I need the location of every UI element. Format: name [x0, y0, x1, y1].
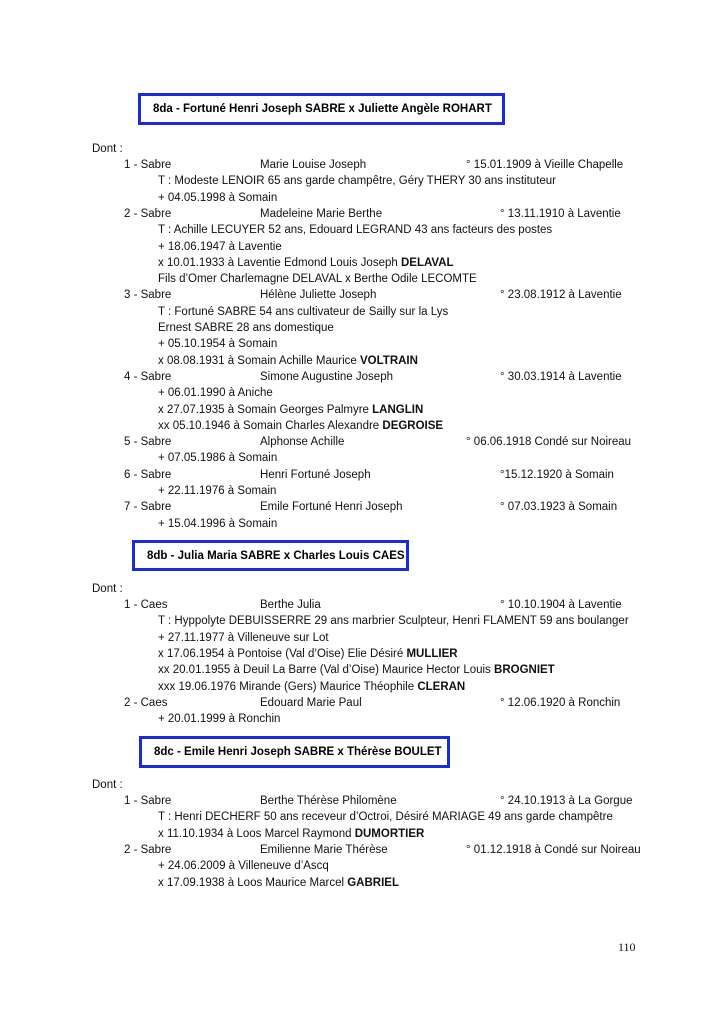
detail-text: + 22.11.1976 à Somain [158, 485, 277, 497]
child-first-names: Hélène Juliette Joseph [260, 289, 377, 302]
section-heading-box [132, 540, 409, 571]
detail-text: + 27.11.1977 à Villeneuve sur Lot [158, 631, 329, 644]
detail-line [158, 614, 629, 629]
child-number: 1 - Sabre [124, 795, 172, 807]
detail-text: x 08.08.1931 à Somain Achille Maurice [158, 354, 361, 367]
child-number: 1 - Sabre [124, 159, 172, 171]
spouse-surname: MULLIER [406, 647, 458, 660]
detail-line [158, 663, 555, 678]
child-first-names: Henri Fortuné Joseph [260, 468, 371, 481]
child-birth: ° 24.10.1913 à La Gorgue [500, 795, 633, 807]
child-birth: ° 07.03.1923 à Somain [500, 501, 618, 514]
detail-line [158, 403, 423, 418]
child-birth: ° 15.01.1909 à Vieille Chapelle [466, 159, 624, 171]
detail-text: + 20.01.1999 à Ronchin [158, 713, 281, 726]
dont-label: Dont : [92, 583, 123, 595]
child-number: 2 - Sabre [124, 843, 172, 856]
detail-line [158, 386, 273, 401]
spouse-surname: BROGNIET [494, 664, 555, 677]
detail-text: + 04.05.1998 à Somain [158, 191, 278, 204]
detail-text: x 10.01.1933 à Laventie Edmond Louis Joseph [158, 256, 401, 269]
detail-line [158, 337, 277, 352]
child-birth: ° 01.12.1918 à Condé sur Noireau [466, 843, 641, 856]
child-birth: ° 10.10.1904 à Laventie [500, 599, 622, 611]
child-birth: ° 13.11.1910 à Laventie [500, 207, 621, 220]
child-number: 1 - Caes [124, 599, 168, 611]
dont-label: Dont : [92, 143, 123, 155]
detail-line [158, 419, 443, 434]
detail-line [158, 272, 477, 287]
child-first-names: Madeleine Marie Berthe [260, 207, 383, 220]
spouse-surname: LANGLIN [372, 403, 424, 416]
detail-line [158, 859, 329, 874]
detail-text: xx 20.01.1955 à Deuil La Barre (Val d’Oise) Maurice Hector Louis [158, 664, 495, 677]
detail-line [158, 240, 282, 255]
child-number: 5 - Sabre [124, 436, 172, 449]
child-first-names: Edouard Marie Paul [260, 696, 362, 709]
detail-line [158, 223, 552, 238]
detail-text: T : Henri DECHERF 50 ans receveur d’Octroi, Désiré MARIAGE 49 ans garde champêtre [158, 811, 613, 824]
detail-text: xx 05.10.1946 à Somain Charles Alexandre [158, 419, 383, 432]
detail-text: T : Fortuné SABRE 54 ans cultivateur de Sailly sur la Lys [158, 305, 449, 318]
detail-line [158, 256, 454, 271]
child-first-names: Berthe Julia [260, 599, 321, 611]
child-first-names: Alphonse Achille [260, 436, 345, 449]
detail-line [158, 631, 329, 646]
child-first-names: Emile Fortuné Henri Joseph [260, 501, 403, 514]
child-birth: ° 12.06.1920 à Ronchin [500, 696, 621, 709]
section-heading-box [139, 736, 450, 768]
detail-text: x 17.09.1938 à Loos Maurice Marcel [158, 876, 348, 889]
child-number: 2 - Caes [124, 696, 168, 709]
child-first-names: Berthe Thérèse Philomène [260, 795, 397, 807]
detail-line [158, 321, 334, 336]
detail-line [158, 484, 276, 499]
detail-line [158, 827, 424, 842]
child-birth: ° 06.06.1918 Condé sur Noireau [466, 436, 632, 449]
detail-line [158, 647, 458, 662]
detail-text: x 11.10.1934 à Loos Marcel Raymond [158, 827, 355, 840]
child-first-names: Simone Augustine Joseph [260, 370, 393, 383]
detail-line [158, 876, 399, 891]
detail-text: Fils d’Omer Charlemagne DELAVAL x Berthe Odile LECOMTE [158, 273, 477, 286]
detail-text: + 18.06.1947 à Laventie [158, 240, 282, 253]
page-number: 110 [618, 940, 636, 954]
detail-line [158, 680, 465, 695]
spouse-surname: CLERAN [417, 680, 466, 693]
child-birth: ° 30.03.1914 à Laventie [500, 370, 622, 383]
detail-text: + 05.10.1954 à Somain [158, 338, 278, 351]
section-heading: 8da - Fortuné Henri Joseph SABRE x Juliette Angèle ROHART [153, 103, 492, 115]
detail-text: + 24.06.2009 à Villeneuve d’Ascq [158, 860, 329, 873]
section-heading: 8db - Julia Maria SABRE x Charles Louis CAES [147, 549, 405, 562]
child-birth: °15.12.1920 à Somain [500, 468, 614, 481]
detail-line [158, 712, 280, 727]
dont-label: Dont : [92, 779, 123, 791]
detail-text: xxx 19.06.1976 Mirande (Gers) Maurice Théophile [158, 680, 418, 693]
detail-line [158, 354, 418, 369]
detail-text: x 27.07.1935 à Somain Georges Palmyre [158, 403, 373, 416]
child-first-names: Marie Louise Joseph [260, 159, 367, 171]
spouse-surname: DUMORTIER [354, 827, 425, 840]
detail-line [158, 810, 613, 825]
spouse-surname: GABRIEL [347, 876, 399, 889]
child-number: 2 - Sabre [124, 207, 172, 220]
detail-text: T : Modeste LENOIR 65 ans garde champêtre, Géry THERY 30 ans instituteur [158, 175, 557, 188]
child-first-names: Emilienne Marie Thérèse [260, 843, 388, 856]
detail-text: + 06.01.1990 à Aniche [158, 387, 273, 400]
detail-line [158, 451, 277, 466]
detail-text: Ernest SABRE 28 ans domestique [158, 322, 334, 334]
child-number: 3 - Sabre [124, 289, 172, 302]
detail-text: + 15.04.1996 à Somain [158, 517, 278, 530]
section-heading: 8dc - Emile Henri Joseph SABRE x Thérèse BOULET [154, 746, 442, 758]
detail-text: T : Achille LECUYER 52 ans, Edouard LEGRAND 43 ans facteurs des postes [158, 224, 553, 237]
detail-text: + 07.05.1986 à Somain [158, 452, 278, 465]
section-heading-box [138, 93, 505, 125]
detail-text: x 17.06.1954 à Pontoise (Val d’Oise) Elie Désiré [158, 647, 407, 660]
child-number: 4 - Sabre [124, 370, 172, 383]
child-number: 7 - Sabre [124, 501, 172, 514]
detail-line [158, 305, 448, 320]
spouse-surname: DEGROISE [382, 419, 444, 432]
detail-line [158, 191, 277, 206]
detail-line [158, 517, 277, 532]
spouse-surname: DELAVAL [400, 256, 454, 269]
child-number: 6 - Sabre [124, 468, 172, 481]
detail-text: T : Hyppolyte DEBUISSERRE 29 ans marbrier Sculpteur, Henri FLAMENT 59 ans boulanger [158, 615, 629, 628]
spouse-surname: VOLTRAIN [360, 354, 418, 367]
child-birth: ° 23.08.1912 à Laventie [500, 289, 622, 302]
detail-line [158, 174, 556, 189]
